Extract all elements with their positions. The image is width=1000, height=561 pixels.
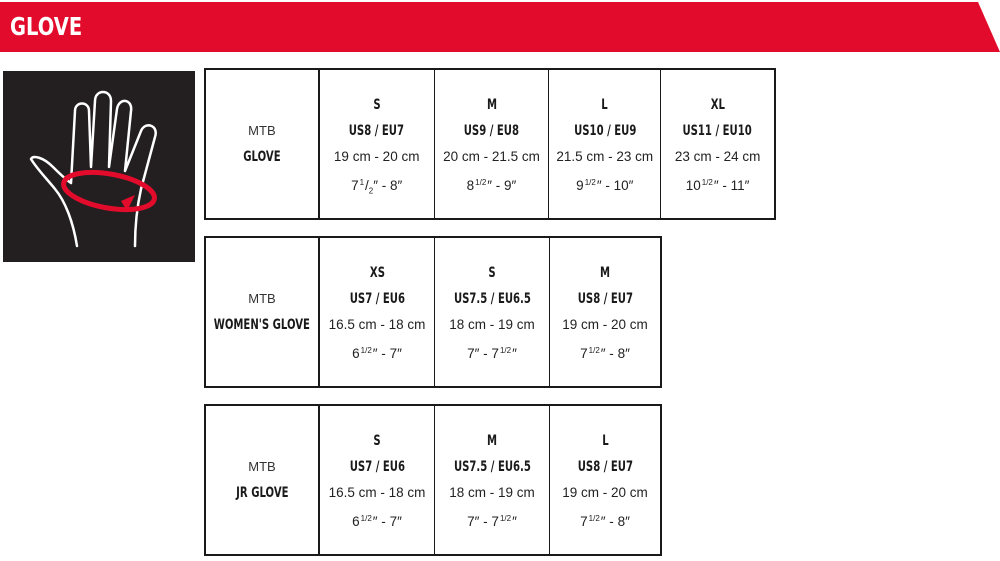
inch-range: $7^1/_2'' - 8''$ bbox=[351, 178, 403, 196]
inch-range: $10^{1/2}'' - 11''$ bbox=[685, 178, 750, 193]
inch-range: $7'' - 7^{1/2}''$ bbox=[467, 346, 517, 361]
table-product: WOMEN'S GLOVE bbox=[213, 317, 311, 333]
us-eu-size: US8 / EU7 bbox=[577, 291, 633, 307]
size-column bbox=[549, 70, 661, 218]
hand-measure-icon bbox=[3, 71, 195, 262]
size-column bbox=[435, 70, 550, 218]
size-column bbox=[550, 406, 660, 554]
us-eu-size: US10 / EU9 bbox=[573, 123, 636, 139]
cm-range: 19 cm - 20 cm bbox=[562, 485, 648, 500]
us-eu-size: US7.5 / EU6.5 bbox=[453, 291, 531, 307]
table-category: MTB bbox=[248, 123, 276, 138]
size-table-mtb-womens-glove bbox=[204, 236, 662, 388]
size-letter: XL bbox=[710, 97, 725, 113]
table-label bbox=[206, 238, 320, 386]
table-product: GLOVE bbox=[243, 149, 281, 165]
cm-range: 20 cm - 21.5 cm bbox=[443, 149, 540, 164]
size-column bbox=[550, 238, 660, 386]
inch-range: $7^{1/2}'' - 8''$ bbox=[580, 514, 630, 529]
us-eu-size: US8 / EU7 bbox=[349, 123, 405, 139]
size-letter: L bbox=[601, 433, 609, 449]
cm-range: 23 cm - 24 cm bbox=[674, 149, 761, 164]
us-eu-size: US8 / EU7 bbox=[577, 459, 633, 475]
cm-range: 18 cm - 19 cm bbox=[449, 317, 535, 332]
cm-range: 19 cm - 20 cm bbox=[333, 149, 420, 164]
header-banner bbox=[0, 2, 1000, 52]
size-column bbox=[320, 406, 435, 554]
us-eu-size: US7 / EU6 bbox=[349, 459, 405, 475]
page-title: GLOVE bbox=[10, 12, 83, 41]
table-category: MTB bbox=[248, 459, 276, 474]
cm-range: 18 cm - 19 cm bbox=[449, 485, 535, 500]
cm-range: 16.5 cm - 18 cm bbox=[328, 317, 426, 332]
size-letter: L bbox=[601, 97, 609, 113]
inch-range: $7'' - 7^{1/2}''$ bbox=[467, 514, 517, 529]
inch-range: $7^{1/2}'' - 8''$ bbox=[580, 346, 630, 361]
cm-range: 19 cm - 20 cm bbox=[562, 317, 648, 332]
inch-range: $6^{1/2}'' - 7''$ bbox=[352, 346, 402, 361]
size-column bbox=[435, 238, 550, 386]
banner-shape bbox=[0, 2, 1000, 52]
table-product: JR GLOVE bbox=[235, 485, 289, 501]
cm-range: 21.5 cm - 23 cm bbox=[556, 149, 654, 164]
table-label bbox=[206, 406, 320, 554]
table-label bbox=[206, 70, 320, 218]
inch-range: $9^{1/2}'' - 10''$ bbox=[576, 178, 634, 193]
size-letter: S bbox=[373, 97, 381, 113]
cm-range: 16.5 cm - 18 cm bbox=[328, 485, 426, 500]
size-letter: S bbox=[488, 265, 496, 281]
size-letter: M bbox=[486, 433, 498, 449]
inch-range: $8^{1/2}'' - 9''$ bbox=[466, 178, 517, 193]
size-table-mtb-glove bbox=[204, 68, 776, 220]
us-eu-size: US7.5 / EU6.5 bbox=[453, 459, 531, 475]
size-column bbox=[661, 70, 774, 218]
size-letter: M bbox=[486, 97, 497, 113]
us-eu-size: US9 / EU8 bbox=[463, 123, 520, 139]
us-eu-size: US7 / EU6 bbox=[349, 291, 405, 307]
us-eu-size: US11 / EU10 bbox=[682, 123, 753, 139]
size-column bbox=[435, 406, 550, 554]
size-column bbox=[320, 70, 435, 218]
table-category: MTB bbox=[248, 291, 276, 306]
inch-range: $6^{1/2}'' - 7''$ bbox=[352, 514, 402, 529]
size-table-mtb-jr-glove bbox=[204, 404, 662, 556]
size-letter: S bbox=[373, 433, 381, 449]
size-letter: M bbox=[599, 265, 611, 281]
hand-outline-icon bbox=[3, 71, 195, 262]
size-letter: XS bbox=[369, 265, 385, 281]
size-column bbox=[320, 238, 435, 386]
